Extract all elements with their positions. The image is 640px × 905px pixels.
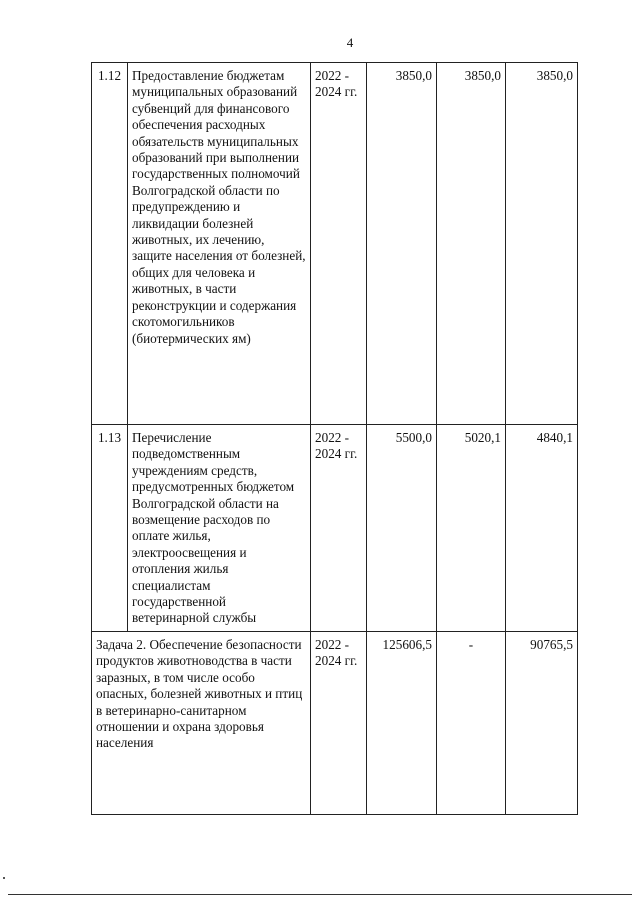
row-value-3: 90765,5 (506, 632, 578, 815)
row-value-1: 125606,5 (367, 632, 437, 815)
page-bottom-rule (8, 894, 632, 895)
task-name: Задача 2. Обеспечение безопасности продуктов животноводства в части заразных, в том числе особо опасных, болезней животных и птиц в ветеринарно-санитарном отношении и охрана здоровья населения (92, 632, 311, 815)
row-period: 2022 - 2024 гг. (311, 63, 367, 425)
page-number: 4 (346, 35, 354, 50)
row-period: 2022 - 2024 гг. (311, 632, 367, 815)
program-table (91, 62, 578, 815)
row-name: Предоставление бюджетам муниципальных образований субвенций для финансового обеспечения расходных обязательств муниципальных образований при выполнении государственных полномочий Волгоградской области по предупреждению и ликвидации болезней животных, их лечению, защите населения от болезней, общих для человека и животных, в части реконструкции и содержания скотомогильников (биотермических ям) (128, 63, 311, 425)
margin-mark (3, 877, 5, 879)
row-value-3: 4840,1 (506, 425, 578, 632)
row-value-1: 3850,0 (367, 63, 437, 425)
row-number: 1.13 (92, 425, 128, 632)
row-value-3: 3850,0 (506, 63, 578, 425)
row-name: Перечисление подведомственным учреждениям средств, предусмотренных бюджетом Волгоградской области на возмещение расходов по оплате жилья, электроосвещения и отопления жилья специалистам государственной ветеринарной службы (128, 425, 311, 632)
row-value-2: - (437, 632, 506, 815)
table-row-1-13 (92, 425, 578, 632)
table-row-1-12 (92, 63, 578, 425)
row-period: 2022 - 2024 гг. (311, 425, 367, 632)
row-value-2: 3850,0 (437, 63, 506, 425)
row-value-1: 5500,0 (367, 425, 437, 632)
table-row-task-2 (92, 632, 578, 815)
row-number: 1.12 (92, 63, 128, 425)
row-value-2: 5020,1 (437, 425, 506, 632)
